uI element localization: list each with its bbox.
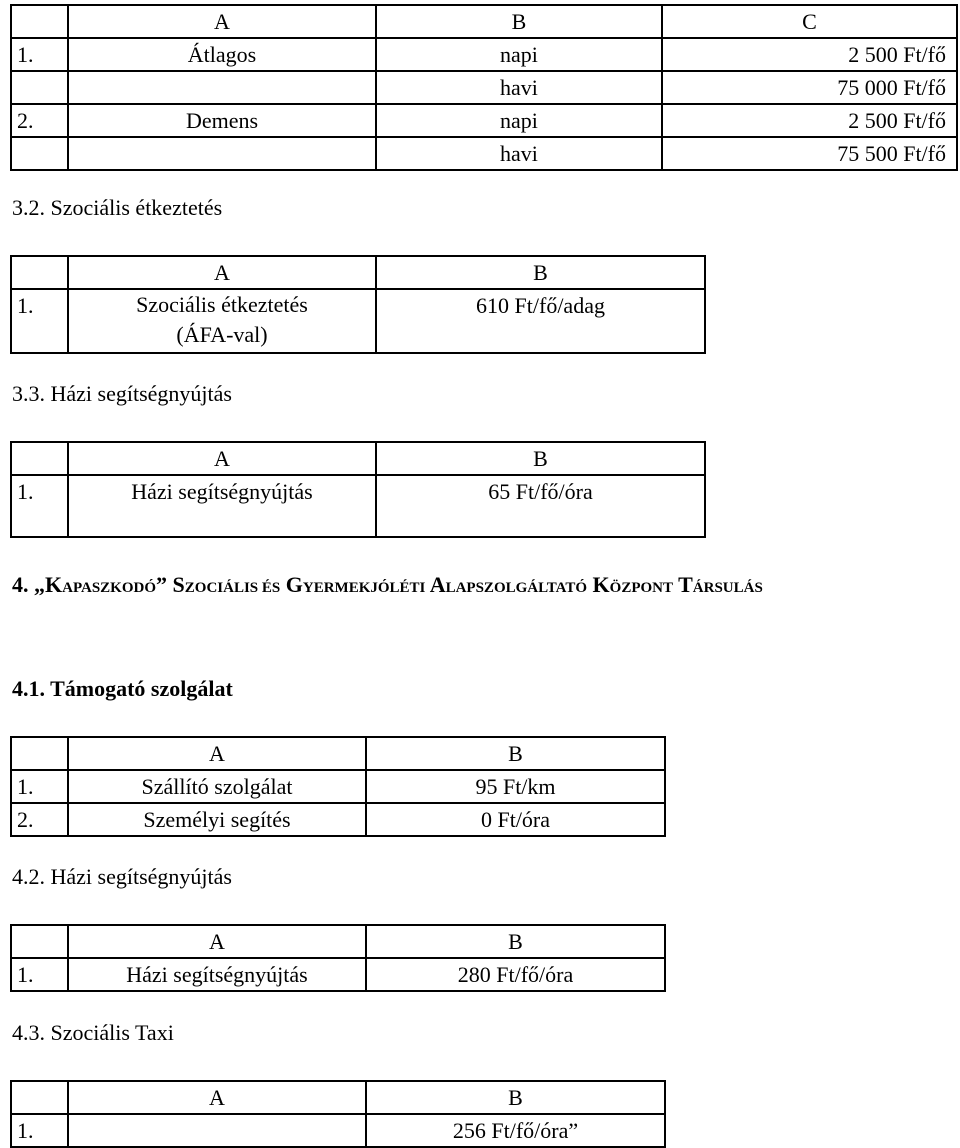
row-value: 610 Ft/fő/adag [376,289,705,353]
row-name [68,137,376,170]
table-row [11,958,665,991]
row-value: 95 Ft/km [366,770,665,803]
row-name: Átlagos [68,38,376,71]
row-number: 2. [11,104,68,137]
row-number: 2. [11,803,68,836]
close-quote: ” [156,572,168,597]
row-value: 2 500 Ft/fő [662,38,957,71]
table-row [11,71,957,104]
row-name: Személyi segítés [68,803,366,836]
column-header-b: B [366,925,665,958]
table-header-row [11,5,957,38]
column-header-c: C [662,5,957,38]
institution-heading: 4. „KAPASZKODÓ” SZOCIÁLIS ÉS GYERMEKJÓLÉTI ALAPSZOLGÁLTATÓ KÖZPONT TÁRSULÁS [12,572,763,597]
row-name [68,289,376,353]
column-header-a: A [68,5,376,38]
row-name: Házi segítségnyújtás [68,958,366,991]
fee-table-home-care-2 [10,924,666,992]
row-period: havi [376,71,662,104]
row-value: 75 500 Ft/fő [662,137,957,170]
table-header-row [11,1081,665,1114]
column-header-b: B [376,442,705,475]
table-header-row [11,737,665,770]
row-number: 1. [11,38,68,71]
column-header-a: A [68,256,376,289]
row-value: 256 Ft/fő/óra” [366,1114,665,1147]
table-row [11,803,665,836]
table-row [11,1114,665,1147]
table-row [11,770,665,803]
row-number: 1. [11,1114,68,1147]
table-row [11,38,957,71]
table-header-row [11,925,665,958]
table-row [11,104,957,137]
fee-table-day-care [10,4,958,171]
table-row [11,475,705,537]
table-row [11,289,705,353]
row-value: 2 500 Ft/fő [662,104,957,137]
section-heading-4-1: 4.1. Támogató szolgálat [12,676,233,701]
row-name: Szállító szolgálat [68,770,366,803]
row-number: 1. [11,958,68,991]
row-number [11,137,68,170]
row-number [11,71,68,104]
row-value: 280 Ft/fő/óra [366,958,665,991]
row-name-line-1: Szociális étkeztetés [136,292,308,317]
column-header-b: B [376,256,705,289]
column-header-a: A [68,1081,366,1114]
row-name-line-2: (ÁFA-val) [176,322,268,347]
row-number: 1. [11,475,68,537]
section-heading-4-2: 4.2. Házi segítségnyújtás [12,864,232,889]
section-heading-4-3: 4.3. Szociális Taxi [12,1020,174,1045]
row-name [68,71,376,104]
fee-table-meals [10,255,706,354]
row-period: napi [376,104,662,137]
open-quote: „ [34,572,45,597]
table-header-row [11,442,705,475]
column-header-b: B [376,5,662,38]
row-period: havi [376,137,662,170]
row-value: 75 000 Ft/fő [662,71,957,104]
column-header-b: B [366,737,665,770]
fee-table-home-care [10,441,706,538]
row-name: Demens [68,104,376,137]
table-header-row [11,256,705,289]
row-name: Házi segítségnyújtás [68,475,376,537]
column-header-b: B [366,1081,665,1114]
row-period: napi [376,38,662,71]
fee-table-support-service [10,736,666,837]
section-heading-3-2: 3.2. Szociális étkeztetés [12,195,223,220]
fee-table-social-taxi [10,1080,666,1148]
section-number: 4. [12,572,29,597]
section-heading-3-3: 3.3. Házi segítségnyújtás [12,381,232,406]
row-number: 1. [11,289,68,353]
column-header-a: A [68,925,366,958]
row-number: 1. [11,770,68,803]
column-header-a: A [68,442,376,475]
row-value: 65 Ft/fő/óra [376,475,705,537]
row-name [68,1114,366,1147]
column-header-a: A [68,737,366,770]
table-row [11,137,957,170]
row-value: 0 Ft/óra [366,803,665,836]
